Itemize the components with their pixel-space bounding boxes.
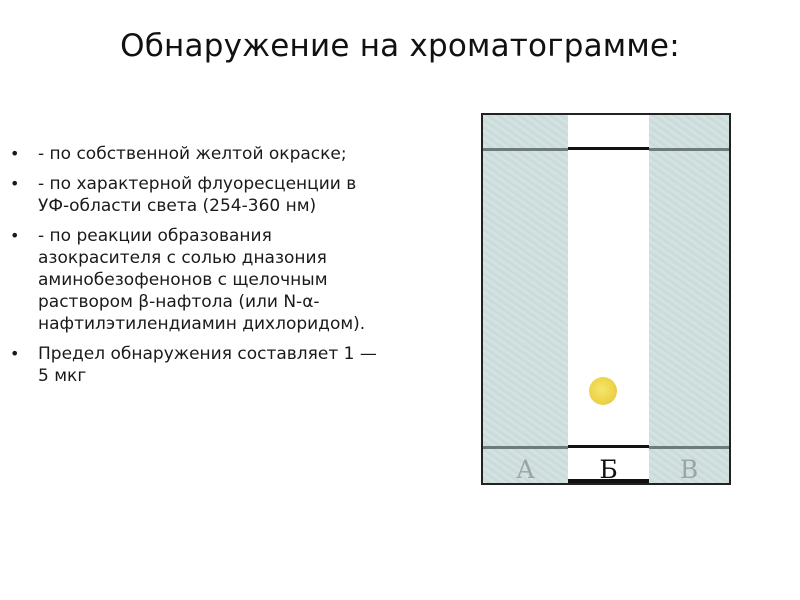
bullet-marker: •	[10, 174, 20, 193]
slide-title: Обнаружение на хроматограмме:	[120, 28, 680, 64]
bullet-text: - по собственной желтой окраске;	[38, 144, 347, 164]
strip-label-v: В	[679, 455, 699, 484]
plate-border	[481, 113, 731, 485]
bullet-item	[10, 343, 380, 387]
bullet-text: Предел обнаружения составляет 1 — 5 мкг	[38, 344, 377, 386]
strip-label-b: Б	[599, 455, 618, 484]
bullet-item	[10, 143, 380, 165]
bullet-list	[10, 143, 380, 395]
bullet-marker: •	[10, 344, 20, 363]
bullet-marker: •	[10, 144, 20, 163]
strip-label-a: А	[516, 455, 535, 484]
bullet-item	[10, 173, 380, 217]
bullet-text: - по характерной флуоресценции в УФ-области света (254-360 нм)	[38, 174, 357, 216]
bullet-marker: •	[10, 226, 20, 245]
bullet-text: - по реакции образования азокрасителя с солью дназония аминобезофенонов с щелочным раствором β-нафтола (или N-α-нафтилэтилендиамин дихлоридом).	[38, 226, 366, 334]
bullet-item	[10, 225, 380, 335]
chromatogram-plate	[481, 113, 731, 485]
